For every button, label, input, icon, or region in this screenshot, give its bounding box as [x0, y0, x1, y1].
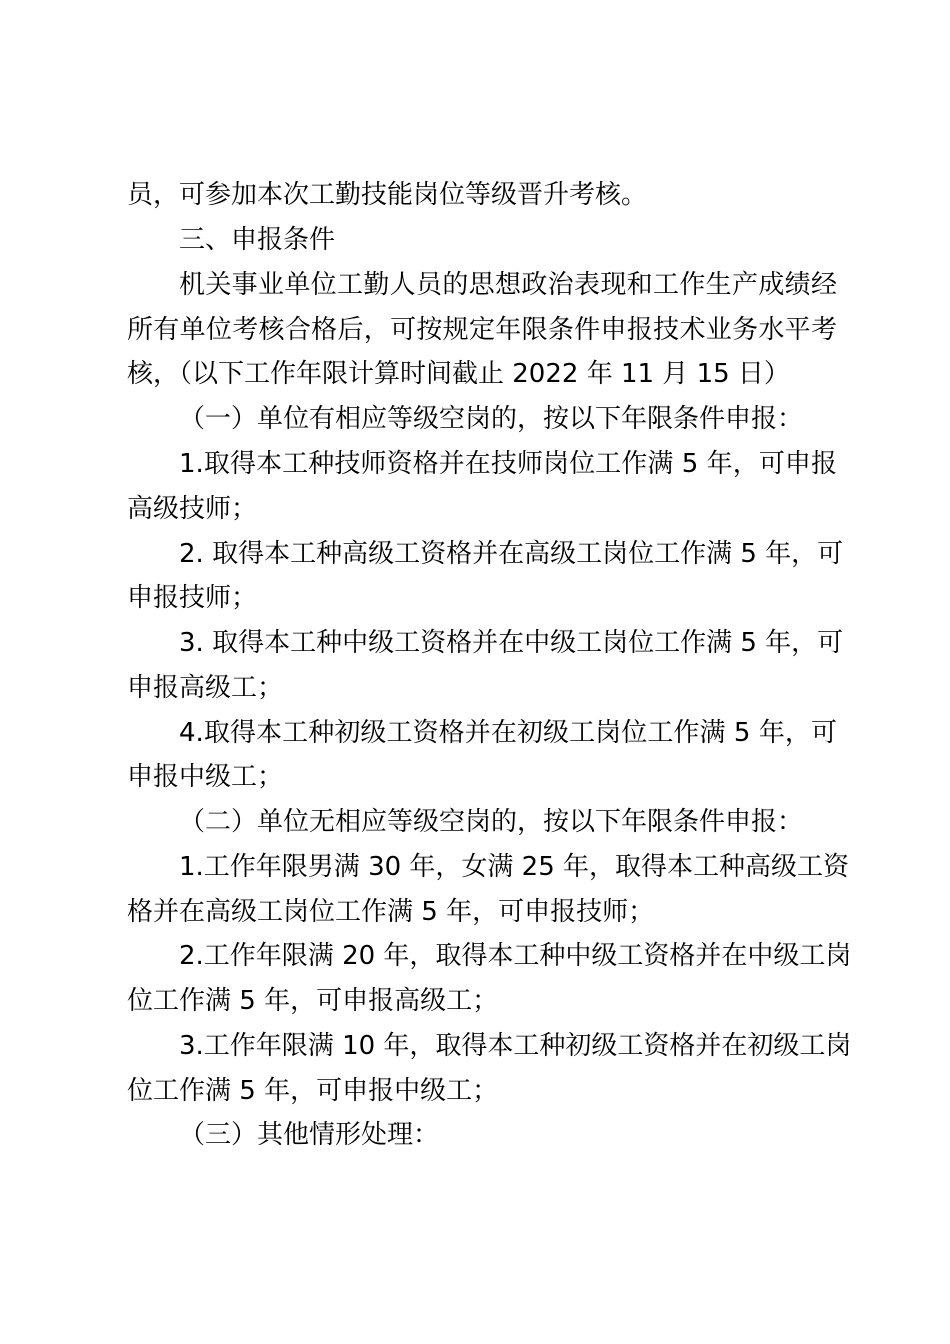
text-line: 2. 取得本工种高级工资格并在高级工岗位工作满 5 年，可: [179, 539, 844, 569]
text-line: 3. 取得本工种中级工资格并在中级工岗位工作满 5 年，可: [179, 628, 844, 658]
text-line: 4.取得本工种初级工资格并在初级工岗位工作满 5 年，可: [179, 718, 837, 748]
text-line: 高级技师；: [127, 494, 258, 524]
subsection-heading: （一）单位有相应等级空岗的，按以下年限条件申报：: [179, 404, 804, 434]
text-line: 1.取得本工种技师资格并在技师岗位工作满 5 年，可申报: [179, 449, 837, 479]
text-line: 2.工作年限满 20 年，取得本工种中级工资格并在中级工岗: [179, 941, 852, 971]
section-heading: 三、申报条件: [179, 225, 336, 255]
subsection-heading: （二）单位无相应等级空岗的，按以下年限条件申报：: [179, 807, 804, 837]
text-line: 3.工作年限满 10 年，取得本工种初级工资格并在初级工岗: [179, 1031, 852, 1061]
text-line: 位工作满 5 年，可申报高级工；: [127, 986, 499, 1016]
text-line: 申报高级工；: [127, 673, 284, 703]
text-line: 申报技师；: [127, 583, 258, 613]
text-line: 机关事业单位工勤人员的思想政治表现和工作生产成绩经: [179, 270, 837, 300]
text-line: 位工作满 5 年，可申报中级工；: [127, 1076, 499, 1106]
text-line: 1.工作年限男满 30 年，女满 25 年，取得本工种高级工资: [179, 852, 850, 882]
text-line: 格并在高级工岗位工作满 5 年，可申报技师；: [127, 897, 655, 927]
text-line: 员，可参加本次工勤技能岗位等级晋升考核。: [127, 180, 648, 210]
text-line: 申报中级工；: [127, 762, 284, 792]
text-line: 核，（以下工作年限计算时间截止 2022 年 11 月 15 日）: [127, 359, 790, 389]
subsection-heading: （三）其他情形处理：: [179, 1120, 440, 1150]
text-line: 所有单位考核合格后，可按规定年限条件申报技术业务水平考: [127, 315, 837, 345]
